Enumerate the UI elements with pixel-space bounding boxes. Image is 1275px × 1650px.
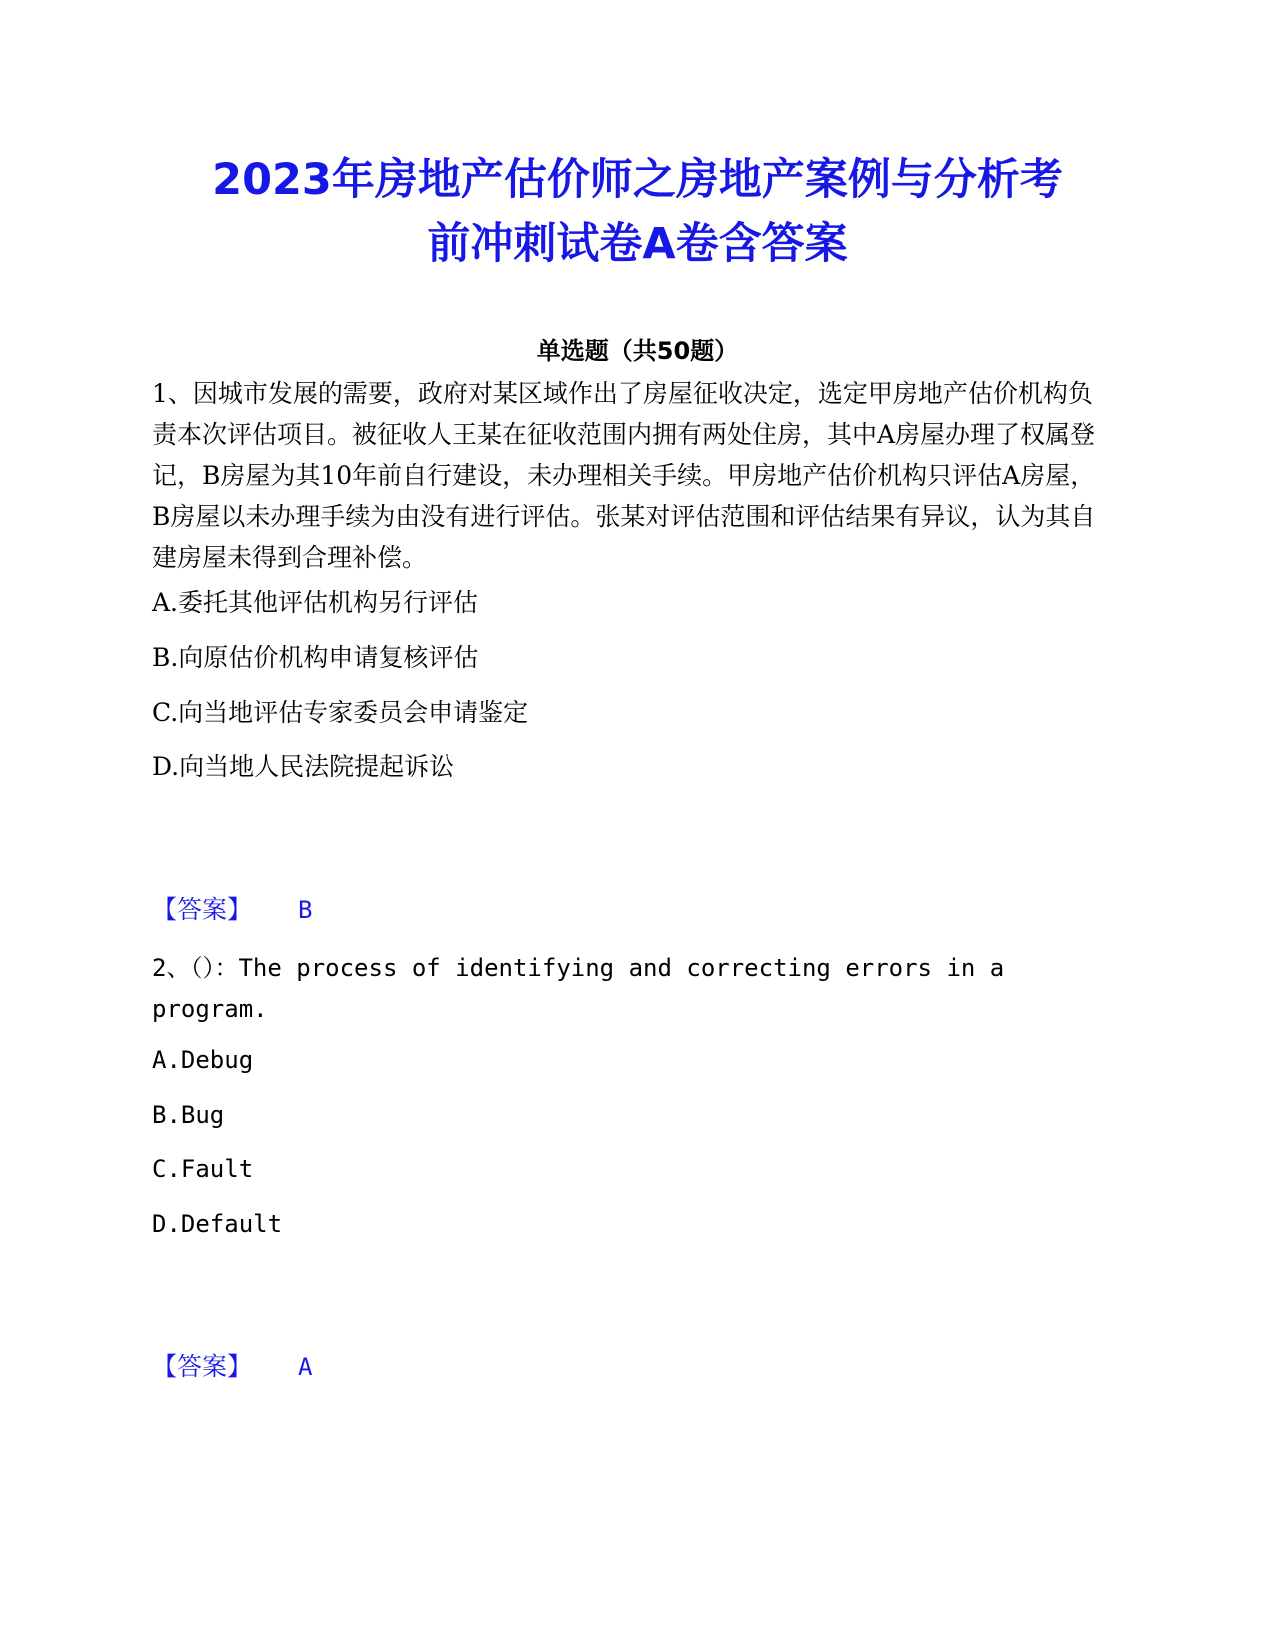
answer-label: 【答案】 [152, 1352, 253, 1381]
question-1-option-d: D.向当地人民法院提起诉讼 [152, 752, 455, 781]
question-1-stem: 1、因城市发展的需要，政府对某区域作出了房屋征收决定，选定甲房地产估价机构负责本次评估项目。被征收人王某在征收范围内拥有两处住房，其中A房屋办理了权属登记，B房屋为其10年前自行建设，未办理相关手续。甲房地产估价机构只评估A房屋，B房屋以未办理手续为由没有进行评估。张某对评估范围和评估结果有异议，认为其自建房屋未得到合理补偿。 [152, 379, 1096, 572]
question-1-answer [152, 893, 312, 927]
question-2-answer [152, 1350, 312, 1384]
answer-value: A [298, 1353, 313, 1381]
document-title-line-2: 前冲刺试卷A卷含答案 [427, 219, 848, 269]
answer-label: 【答案】 [152, 895, 253, 924]
answer-value: B [298, 896, 313, 924]
question-2-option-c: C.Fault [152, 1155, 254, 1183]
question-2-option-d: D.Default [152, 1210, 283, 1238]
document-title-line-1: 2023年房地产估价师之房地产案例与分析考 [212, 155, 1063, 205]
question-2-option-b: B.Bug [152, 1101, 225, 1129]
section-heading: 单选题（共50题） [536, 337, 739, 365]
question-2-option-a: A.Debug [152, 1046, 254, 1074]
question-1-option-b: B.向原估价机构申请复核评估 [152, 643, 479, 672]
question-2-stem: 2、（）：The process of identifying and correcting errors in a program. [152, 954, 1005, 1023]
document-title [120, 148, 1155, 276]
question-1-option-c: C.向当地评估专家委员会申请鉴定 [152, 698, 529, 727]
question-1-option-a: A.委托其他评估机构另行评估 [152, 588, 479, 617]
